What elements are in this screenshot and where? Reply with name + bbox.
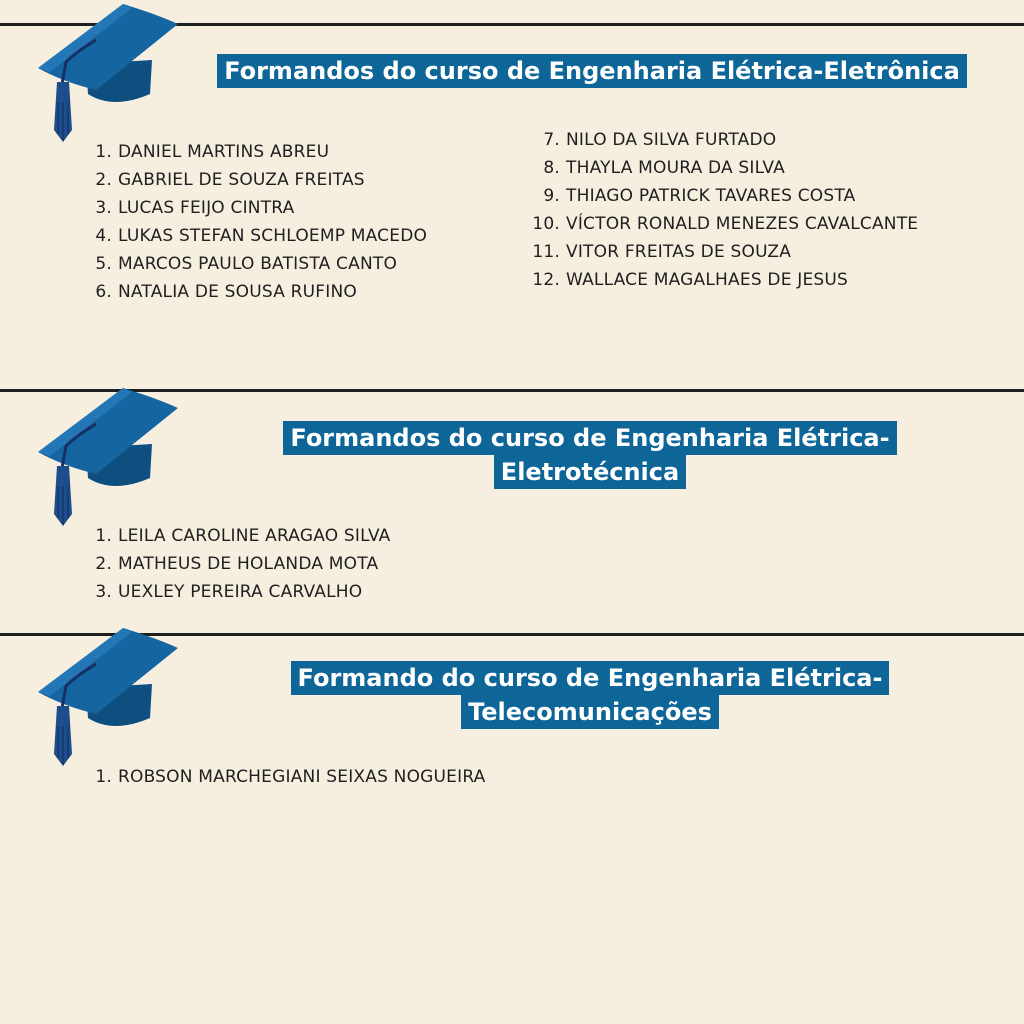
graduate-name: VÍCTOR RONALD MENEZES CAVALCANTE <box>566 214 919 234</box>
graduate-list-col1 <box>84 522 391 606</box>
section-title <box>180 661 1000 729</box>
graduate-name: WALLACE MAGALHAES DE JESUS <box>566 270 849 290</box>
list-item: 7. NILO DA SILVA FURTADO <box>532 126 918 154</box>
graduate-list-col2 <box>532 126 918 294</box>
list-item: 1. LEILA CAROLINE ARAGAO SILVA <box>84 522 391 550</box>
list-item: 11. VITOR FREITAS DE SOUZA <box>532 238 918 266</box>
list-item: 3. UEXLEY PEREIRA CARVALHO <box>84 578 391 606</box>
graduate-name: LUKAS STEFAN SCHLOEMP MACEDO <box>118 226 428 246</box>
list-item: 5. MARCOS PAULO BATISTA CANTO <box>84 250 427 278</box>
graduate-name: VITOR FREITAS DE SOUZA <box>566 242 792 262</box>
graduation-cap-icon <box>28 386 178 536</box>
graduation-cap-icon <box>28 626 178 776</box>
list-item: 10. VÍCTOR RONALD MENEZES CAVALCANTE <box>532 210 918 238</box>
list-item: 2. MATHEUS DE HOLANDA MOTA <box>84 550 391 578</box>
graduate-name: MARCOS PAULO BATISTA CANTO <box>118 254 398 274</box>
list-item: 4. LUKAS STEFAN SCHLOEMP MACEDO <box>84 222 427 250</box>
graduate-name: LEILA CAROLINE ARAGAO SILVA <box>118 526 391 546</box>
list-item: 12. WALLACE MAGALHAES DE JESUS <box>532 266 918 294</box>
title-line: Formandos do curso de Engenharia Elétrica- <box>283 421 896 455</box>
title-line: Formandos do curso de Engenharia Elétrica-Eletrônica <box>217 54 967 88</box>
list-item: 2. GABRIEL DE SOUZA FREITAS <box>84 166 427 194</box>
graduate-list-col1 <box>84 138 427 306</box>
graduate-name: THAYLA MOURA DA SILVA <box>566 158 786 178</box>
graduate-name: MATHEUS DE HOLANDA MOTA <box>118 554 379 574</box>
graduate-name: DANIEL MARTINS ABREU <box>118 142 330 162</box>
section-title <box>180 421 1000 489</box>
graduate-name: NILO DA SILVA FURTADO <box>566 130 777 150</box>
graduate-name: NATALIA DE SOUSA RUFINO <box>118 282 357 302</box>
list-item: 3. LUCAS FEIJO CINTRA <box>84 194 427 222</box>
list-item: 9. THIAGO PATRICK TAVARES COSTA <box>532 182 918 210</box>
graduation-cap-icon <box>28 2 178 152</box>
title-line: Eletrotécnica <box>494 455 686 489</box>
graduate-list-col1 <box>84 763 486 791</box>
graduate-name: GABRIEL DE SOUZA FREITAS <box>118 170 365 190</box>
title-line: Telecomunicações <box>461 695 719 729</box>
list-item: 6. NATALIA DE SOUSA RUFINO <box>84 278 427 306</box>
graduate-name: UEXLEY PEREIRA CARVALHO <box>118 582 363 602</box>
section-title <box>160 54 1024 88</box>
list-item: 8. THAYLA MOURA DA SILVA <box>532 154 918 182</box>
graduate-name: THIAGO PATRICK TAVARES COSTA <box>566 186 856 206</box>
list-item: 1. DANIEL MARTINS ABREU <box>84 138 427 166</box>
title-line: Formando do curso de Engenharia Elétrica- <box>291 661 890 695</box>
graduate-name: ROBSON MARCHEGIANI SEIXAS NOGUEIRA <box>118 767 486 787</box>
list-item: 1. ROBSON MARCHEGIANI SEIXAS NOGUEIRA <box>84 763 486 791</box>
graduate-name: LUCAS FEIJO CINTRA <box>118 198 295 218</box>
